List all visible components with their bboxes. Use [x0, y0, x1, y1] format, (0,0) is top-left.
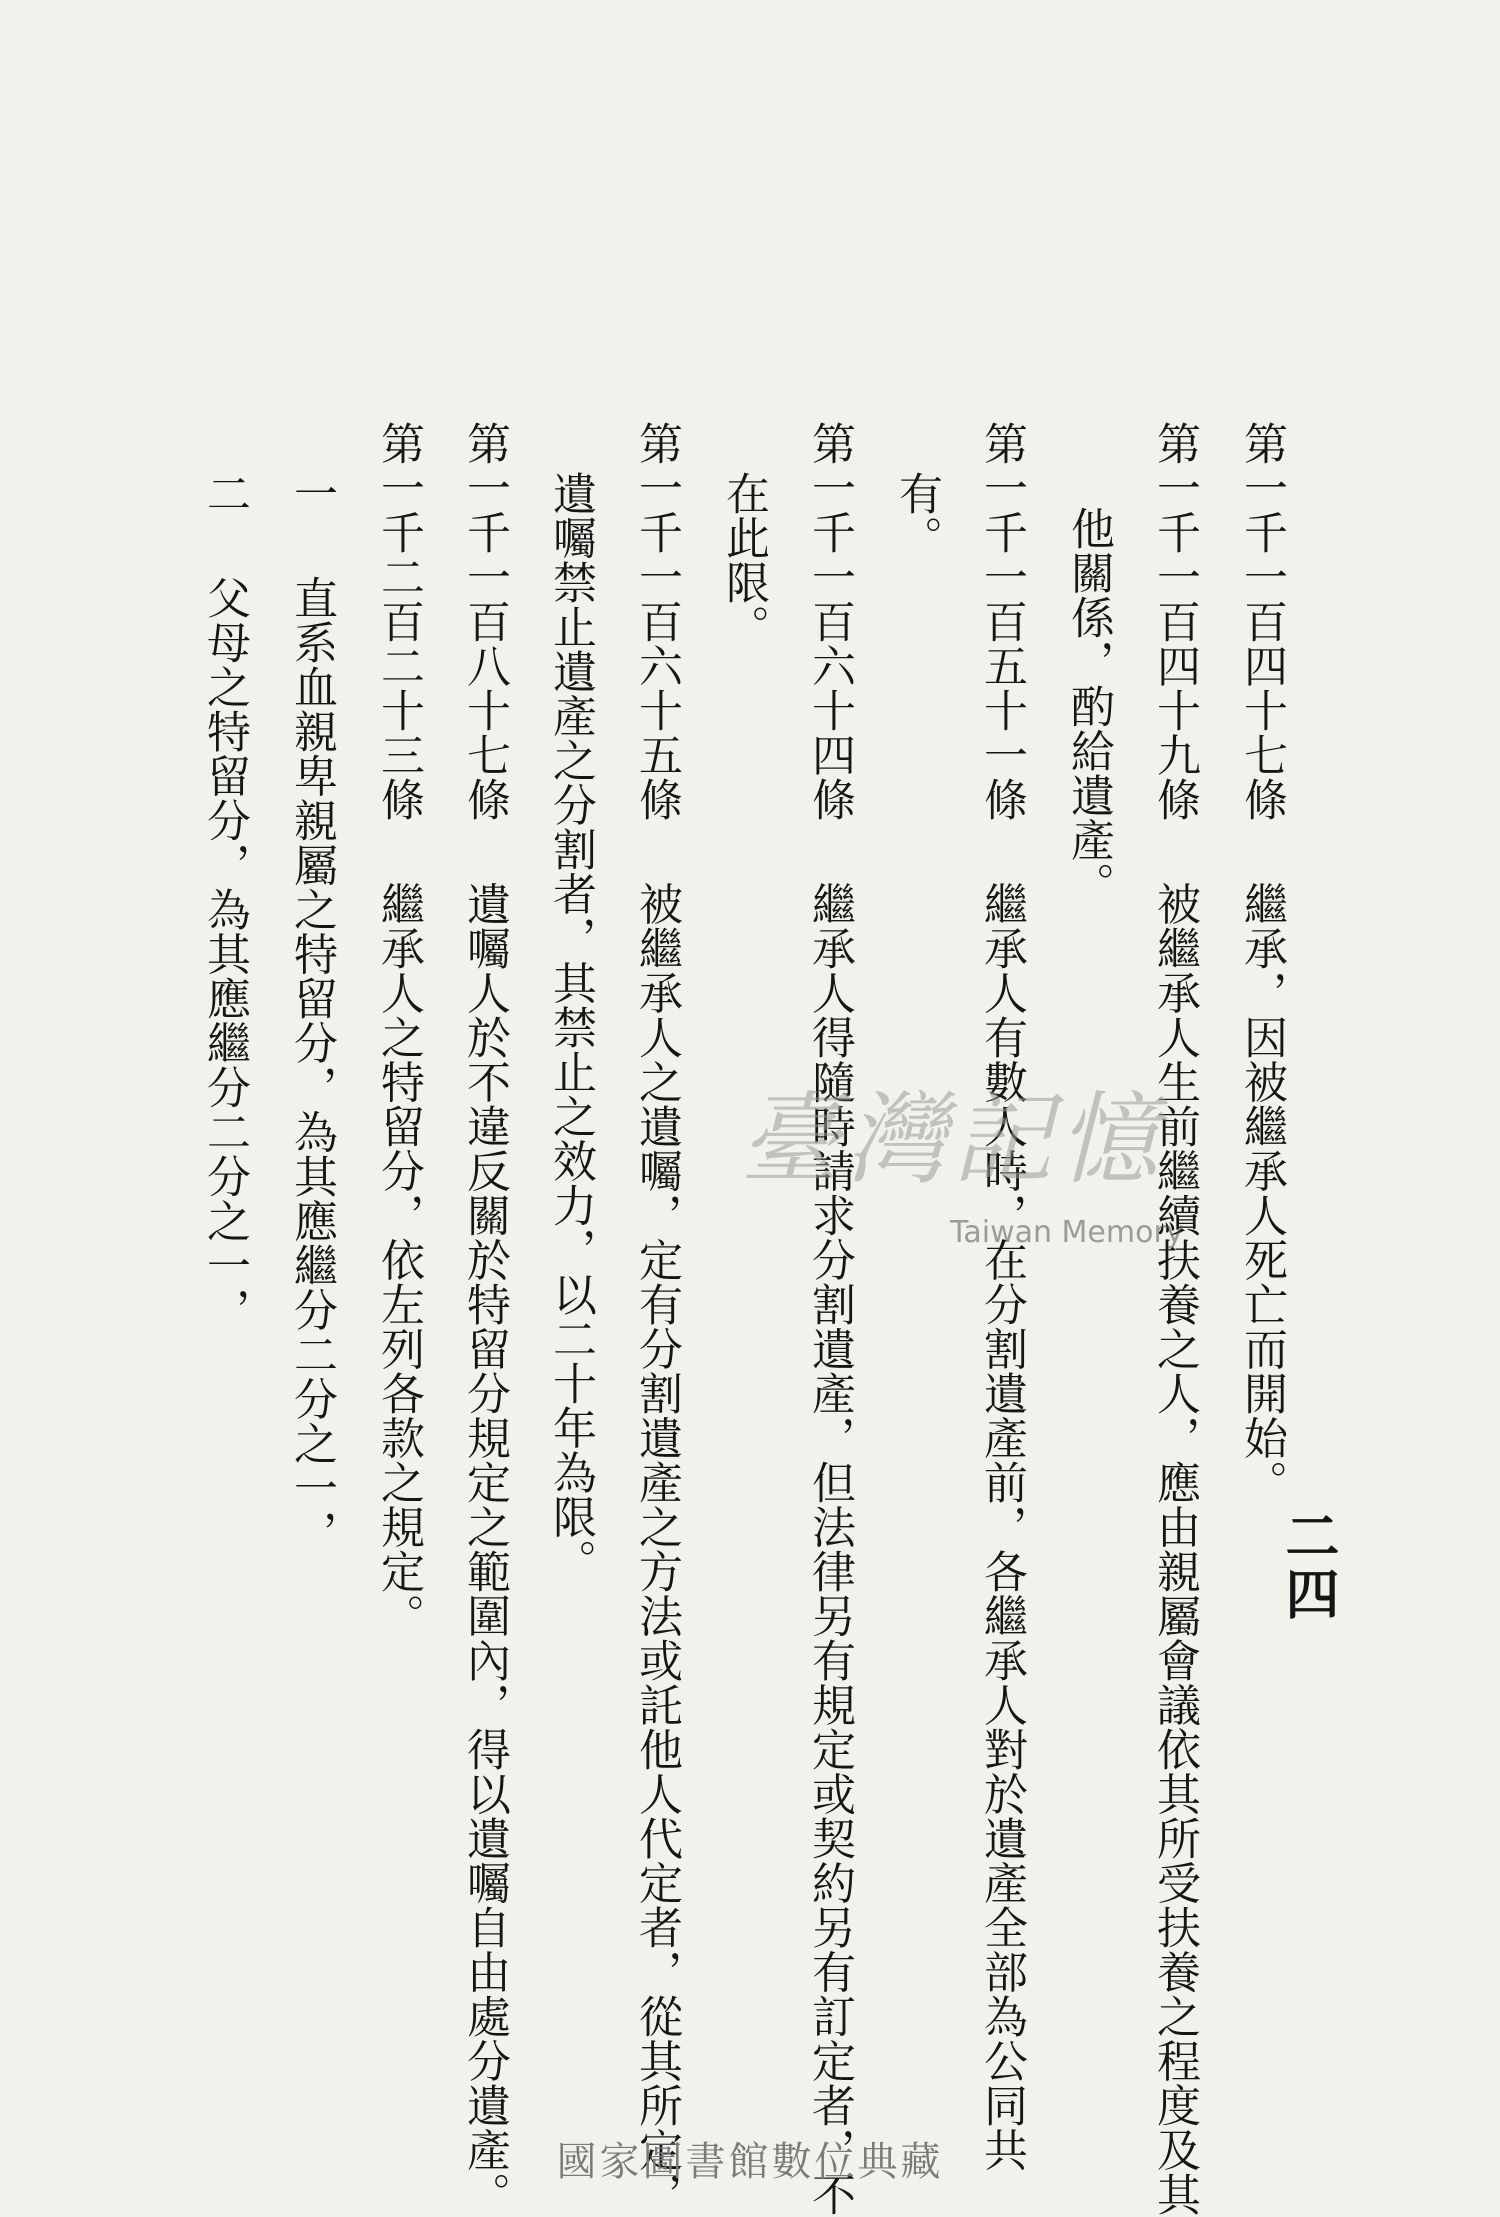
article-text: 在此限。 — [718, 471, 769, 649]
article-heading: 第一千二百二十三條 — [373, 421, 424, 822]
article-1223-item-2 — [158, 265, 290, 1332]
article-heading: 第一千一百四十九條 — [1149, 421, 1200, 822]
article-text: 遺囑禁止遺產之分割者，其禁止之效力，以二十年為限。 — [545, 471, 596, 1584]
item-number: 二 — [199, 471, 250, 516]
page-number: 二四 — [1277, 1508, 1341, 1624]
watermark-english: Taiwan Memory — [950, 1215, 1184, 1250]
article-text: 他關係，酌給遺產。 — [1063, 506, 1114, 907]
article-heading: 第一千一百六十五條 — [631, 421, 682, 822]
watermark-chinese: 臺灣記憶 — [740, 1081, 1164, 1198]
article-text: 繼承人之特留分，依左列各款之規定。 — [373, 881, 424, 1638]
item-text: 父母之特留分，為其應繼分二分之一， — [199, 575, 250, 1332]
article-heading: 第一千一百六十四條 — [804, 421, 855, 822]
item-number: 一 — [286, 471, 337, 516]
article-heading: 第一千一百五十一條 — [976, 421, 1027, 822]
watermark-logo — [740, 1081, 1210, 1270]
article-text: 繼承人有數人時，在分割遺產前，各繼承人對於遺產全部為公同共 — [976, 881, 1027, 2172]
article-heading: 第一千一百八十七條 — [459, 421, 510, 822]
article-text: 被繼承人之遺囑，定有分割遺產之方法或託他人代定者，從其所定， — [631, 881, 682, 2217]
article-heading: 第一千一百四十七條 — [1236, 421, 1287, 822]
footer-credit: 國家圖書館數位典藏 — [556, 2139, 944, 2185]
article-text: 繼承，因被繼承人死亡而開始。 — [1236, 881, 1287, 1505]
article-text: 被繼承人生前繼續扶養之人，應由親屬會議依其所受扶養之程度及其 — [1149, 881, 1200, 2217]
item-text: 直系血親卑親屬之特留分，為其應繼分二分之一， — [286, 575, 337, 1555]
article-text: 遺囑人於不違反關於特留分規定之範圍內，得以遺囑自由處分遺產。 — [459, 881, 510, 2217]
article-text: 有。 — [891, 471, 942, 560]
article-text: 繼承人得隨時請求分割遺產，但法律另有規定或契約另有訂定者，不 — [804, 881, 855, 2217]
